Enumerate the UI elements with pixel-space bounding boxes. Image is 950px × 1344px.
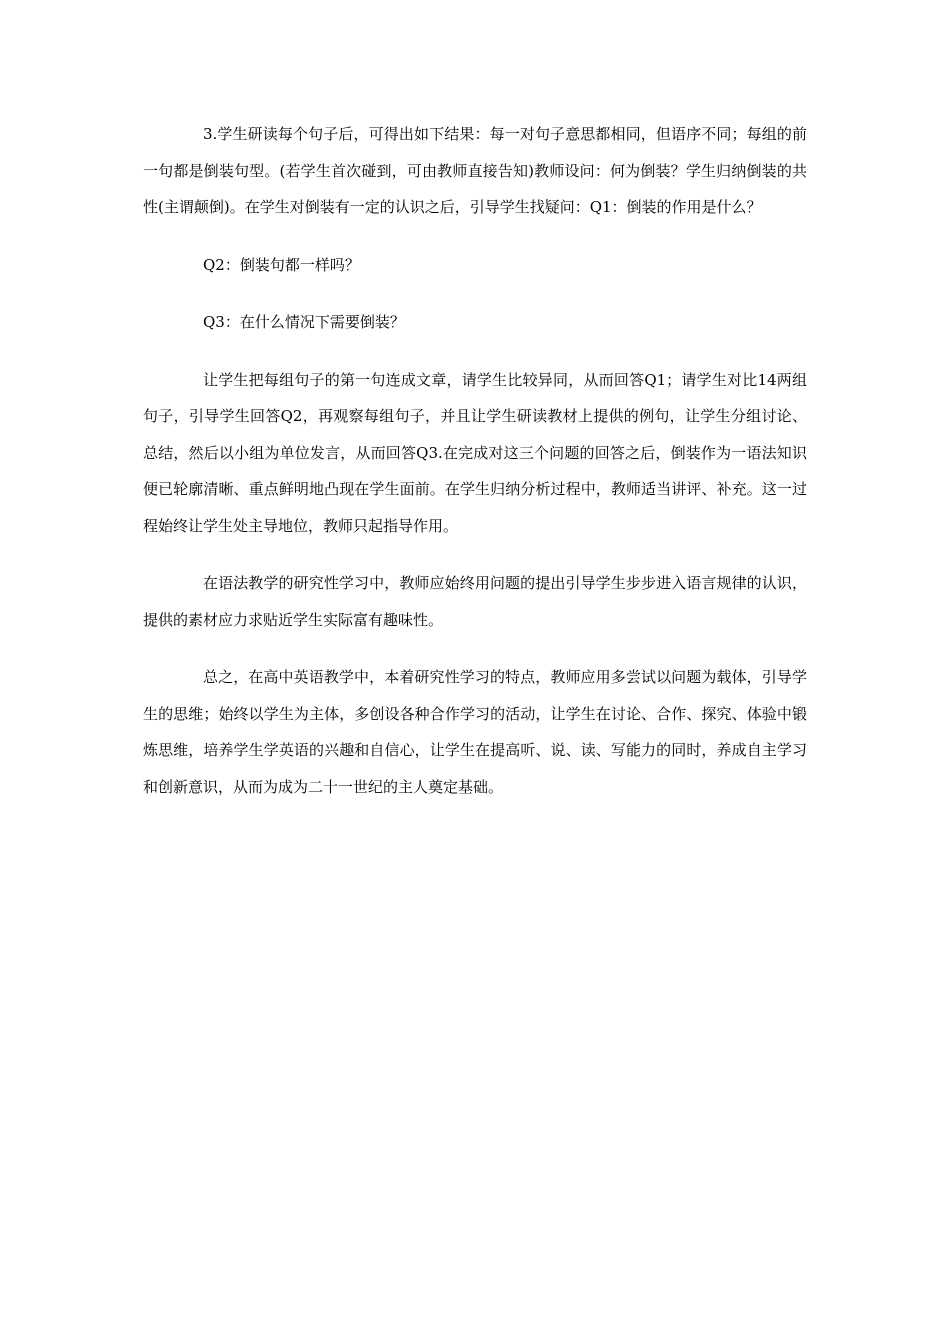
paragraph-inversion-analysis: 3.学生研读每个句子后，可得出如下结果：每一对句子意思都相同，但语序不同；每组的前一句都是倒装句型。(若学生首次碰到，可由教师直接告知)教师设问：何为倒装？学生归纳倒装的共性(主谓颠倒)。在学生对倒装有一定的认识之后，引导学生找疑问：Q1：倒装的作用是什么？ (143, 125, 807, 216)
paragraph-question-3: Q3：在什么情况下需要倒装？ (203, 313, 405, 331)
document-body (143, 116, 807, 805)
paragraph-conclusion: 总之，在高中英语教学中，本着研究性学习的特点，教师应用多尝试以问题为载体，引导学生的思维；始终以学生为主体，多创设各种合作学习的活动，让学生在讨论、合作、探究、体验中锻炼思维，培养学生学英语的兴趣和自信心，让学生在提高听、说、读、写能力的同时，养成自主学习和创新意识，从而为成为二十一世纪的主人奠定基础。 (143, 668, 807, 796)
paragraph-answering-questions: 让学生把每组句子的第一句连成文章，请学生比较异同，从而回答Q1；请学生对比14两组句子，引导学生回答Q2，再观察每组句子，并且让学生研读教材上提供的例句，让学生分组讨论、总结，然后以小组为单位发言，从而回答Q3.在完成对这三个问题的回答之后，倒装作为一语法知识便已轮廓清晰、重点鲜明地凸现在学生面前。在学生归纳分析过程中，教师适当讲评、补充。这一过程始终让学生处主导地位，教师只起指导作用。 (143, 370, 807, 535)
paragraph-question-2: Q2：倒装句都一样吗？ (203, 255, 360, 274)
paragraph-grammar-research: 在语法教学的研究性学习中，教师应始终用问题的提出引导学生步步进入语言规律的认识，提供的素材应力求贴近学生实际富有趣味性。 (143, 574, 807, 629)
